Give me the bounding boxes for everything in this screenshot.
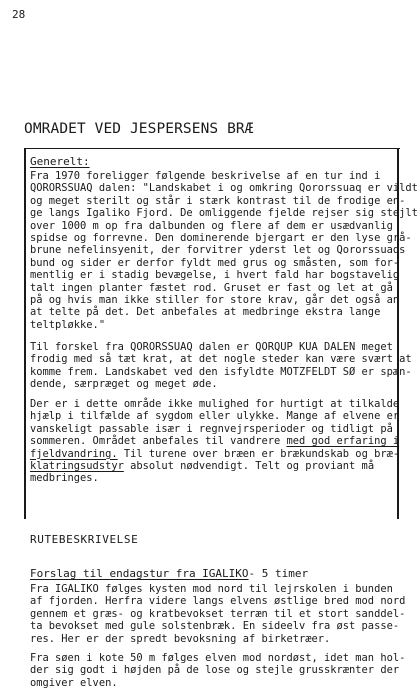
text-line: res. Her er der spredt bevoksning af birketræer. bbox=[30, 632, 331, 645]
text-line: teltpløkke." bbox=[30, 318, 106, 331]
paragraph-general-3 bbox=[30, 398, 399, 485]
margin-bar-left bbox=[24, 149, 26, 519]
text-line: brune nefelinsyenit, der forvitrer yderst let og Qororssuaqs bbox=[30, 244, 406, 257]
text-line: af fjorden. Herfra videre langs elvens østlige bred mod nord bbox=[30, 595, 406, 608]
text-line: og meget sterilt og står i stærk kontrast til de frodige en- bbox=[30, 194, 406, 207]
text-line: omgiver elven. bbox=[30, 676, 118, 689]
text-line: bund og sider er derfor fyldt med grus og småsten, som for- bbox=[30, 256, 400, 269]
paragraph-route-1 bbox=[30, 583, 405, 645]
text-line bbox=[30, 435, 399, 447]
underlined-text: fjeldvandring. bbox=[30, 447, 118, 460]
underlined-text: klatringsudstyr bbox=[30, 460, 124, 473]
text-line bbox=[30, 448, 399, 460]
proposal-duration: - 5 timer bbox=[248, 567, 309, 580]
text-line: spidse og forrevne. Den dominerende bjergart er den lyse grå- bbox=[30, 232, 412, 245]
text-line: talt ingen planter fæstet rod. Gruset er fast og let at gå bbox=[30, 281, 393, 294]
text-line: Fra søen i kote 50 m følges elven mod nordøst, idet man hol- bbox=[30, 652, 406, 664]
text-line: ta bevokset med gule solstenbræk. En sideelv fra øst passe- bbox=[30, 620, 400, 633]
text-line: komme frem. Landskabet ved den isfyldte MOTZFELDT SØ er spæn- bbox=[30, 365, 412, 378]
proposal-title: Forslag til endagstur fra IGALIKO bbox=[30, 567, 249, 580]
text-segment: absolut nødvendigt. Telt og proviant må bbox=[123, 460, 375, 473]
text-line: Til forskel fra QORORSSUAQ dalen er QORQUP KUA DALEN meget bbox=[30, 341, 393, 353]
text-line: der sig godt i højden på de lose og stejle grusskrænter der bbox=[30, 664, 400, 677]
paragraph-general-2 bbox=[30, 341, 412, 391]
text-line: QORORSSUAQ dalen: "Landskabet i og omkring Qororssuaq er vildt bbox=[30, 182, 418, 195]
text-line: dende, særpræget og meget øde. bbox=[30, 378, 218, 391]
text-line: vanskeligt passable især i regnvejrsperioder og tidligt på bbox=[30, 422, 393, 435]
underlined-text: med god erfaring i bbox=[286, 435, 400, 448]
title-divider bbox=[24, 148, 400, 149]
text-line: medbringes. bbox=[30, 472, 99, 485]
section-title: OMRADET VED JESPERSENS BRÆ bbox=[24, 121, 254, 137]
text-segment: sommeren. Området anbefales til vandrere bbox=[30, 435, 281, 448]
route-heading: RUTEBESKRIVELSE bbox=[30, 533, 139, 546]
general-heading: Generelt: bbox=[30, 155, 90, 168]
text-line bbox=[30, 460, 399, 472]
proposal-heading bbox=[30, 567, 308, 580]
text-line: at telte på det. Det anbefales at medbringe ekstra lange bbox=[30, 306, 381, 319]
text-line: gennem et græs- og kratbevokset terræn til et stort sanddel- bbox=[30, 607, 406, 620]
text-segment: Til turene over bræen er brækundskab og bræ- bbox=[117, 447, 400, 460]
text-line: ge langs Igaliko Fjord. De omliggende fjelde rejser sig stejlt bbox=[30, 207, 418, 220]
text-line: Fra 1970 foreligger følgende beskrivelse af en tur ind i bbox=[30, 170, 381, 182]
text-line: hjælp i tilfælde af sygdom eller ulykke. Mange af elvene er bbox=[30, 410, 400, 423]
text-line: over 1000 m op fra dalbunden og flere af dem er usædvanlig bbox=[30, 219, 393, 232]
paragraph-general-1 bbox=[30, 170, 418, 331]
paragraph-route-2 bbox=[30, 652, 405, 689]
text-line: frodig med så tæt krat, at det nogle steder kan være svært at bbox=[30, 353, 412, 366]
text-line: Der er i dette område ikke mulighed for hurtigt at tilkalde bbox=[30, 398, 400, 410]
page-number: 28 bbox=[12, 8, 26, 21]
text-line: Fra IGALIKO følges kysten mod nord til lejrskolen i bunden bbox=[30, 583, 393, 595]
text-line: på og hvis man ikke stiller for store krav, går det også an bbox=[30, 294, 400, 307]
text-line: mentlig er i stadig bevægelse, i hvert fald har bogstavelig bbox=[30, 269, 400, 282]
